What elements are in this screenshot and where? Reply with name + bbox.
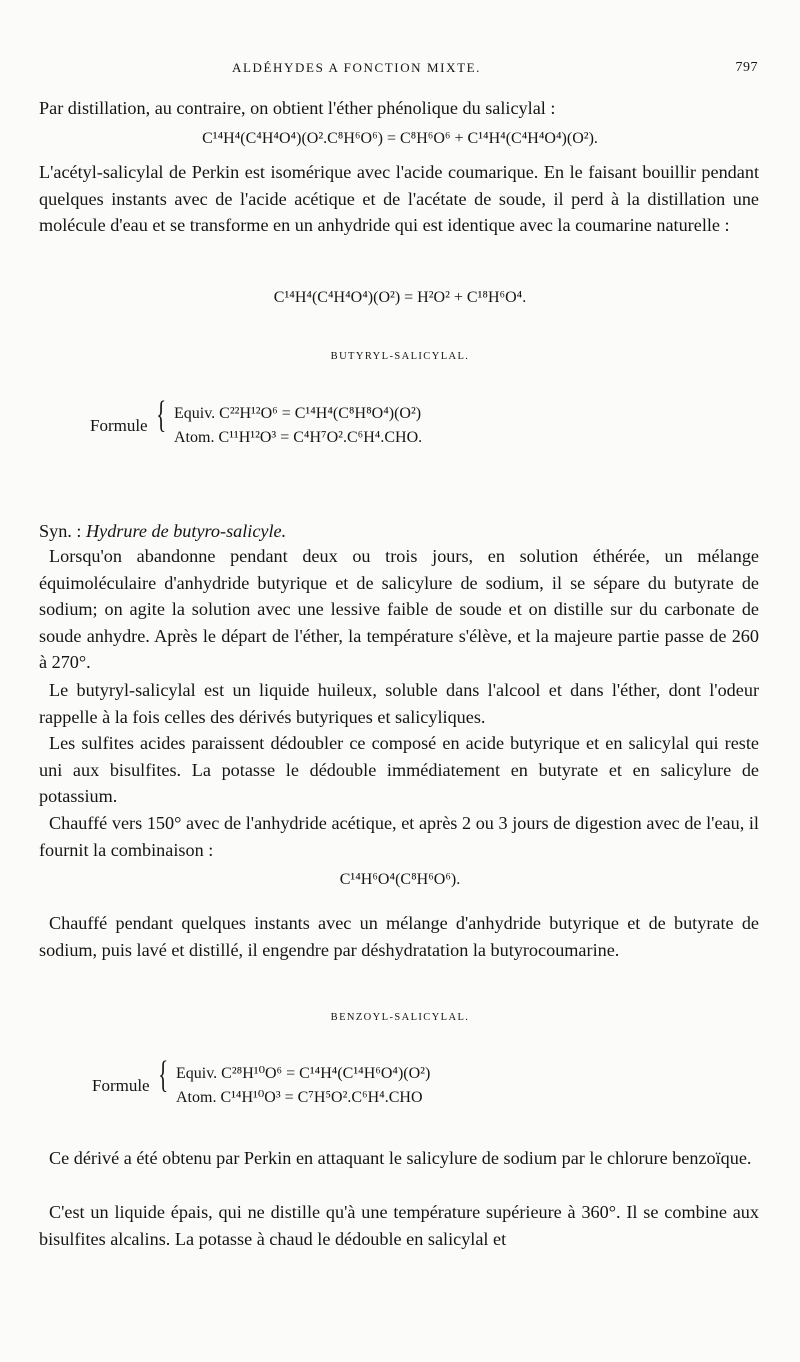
equation-phenolic-ether: C¹⁴H⁴(C⁴H⁴O⁴)(O².C⁸H⁶O⁶) = C⁸H⁶O⁶ + C¹⁴H⁴(C⁴H⁴O⁴)(O²).	[202, 130, 598, 147]
formula-label: Formule	[90, 416, 148, 435]
page-number: 797	[735, 60, 758, 75]
section-title-benzoyl-salicylal: BENZOYL-SALICYLAL.	[330, 1012, 470, 1023]
paragraph-thick-liquid: C'est un liquide épais, qui ne distille qu'à une température supérieure à 360°. Il se combine aux bisulfites alcalins. La potasse à chaud le dédouble en salicylal et	[39, 1202, 759, 1249]
paragraph-acetyl-salicylal: L'acétyl-salicylal de Perkin est isomérique avec l'acide coumarique. En le faisant bouillir pendant quelques instants avec de l'acide acétique et de l'acétate de soude, il perd à la distillation une molécule d'eau et se transforme en un anhydride qui est identique avec la coumarine naturelle :	[39, 162, 759, 236]
synonym-label: Syn. :	[39, 521, 86, 541]
paragraph-butyrocoumarine: Chauffé pendant quelques instants avec un mélange d'anhydride butyrique et de butyrate de sodium, puis lavé et distillé, il engendre par déshydratation la butyrocoumarine.	[39, 913, 759, 960]
formula-atom: Atom. C¹⁴H¹⁰O³ = C⁷H⁵O².C⁶H⁴.CHO	[176, 1089, 423, 1106]
paragraph-preparation: Lorsqu'on abandonne pendant deux ou trois jours, en solution éthérée, un mélange équimoléculaire d'anhydride butyrique et de salicylure de sodium, il se sépare du butyrate de sodium; on agite la solution avec une lessive faible de soude et on distille sur du carbonate de soude anhydre. Après le départ de l'éther, la température s'élève, et la majeure partie passe de 260 à 270°.	[39, 546, 759, 673]
formula-equiv: Equiv. C²²H¹²O⁶ = C¹⁴H⁴(C⁸H⁸O⁴)(O²)	[174, 405, 422, 422]
section-title-butyryl-salicylal: BUTYRYL-SALICYLAL.	[330, 351, 470, 362]
paragraph-distillation: Par distillation, au contraire, on obtient l'éther phénolique du salicylal :	[39, 98, 556, 118]
synonym-line	[39, 518, 759, 545]
paragraph-properties: Le butyryl-salicylal est un liquide huileux, soluble dans l'alcool et dans l'éther, dont l'odeur rappelle à la fois celles des dérivés butyriques et salicyliques.	[39, 680, 759, 727]
brace-icon: {	[156, 394, 167, 436]
paragraph-acetic-anhydride: Chauffé vers 150° avec de l'anhydride acétique, et après 2 ou 3 jours de digestion avec de l'eau, il fournit la combinaison :	[39, 813, 759, 860]
synonym-text: Hydrure de butyro-salicyle.	[86, 521, 287, 541]
brace-icon: {	[158, 1054, 169, 1096]
paragraph-perkin: Ce dérivé a été obtenu par Perkin en attaquant le salicylure de sodium par le chlorure benzoïque.	[49, 1148, 752, 1168]
running-title: ALDÉHYDES A FONCTION MIXTE.	[232, 60, 482, 75]
formula-block-benzoyl	[92, 1054, 612, 1112]
equation-coumarin: C¹⁴H⁴(C⁴H⁴O⁴)(O²) = H²O² + C¹⁸H⁶O⁴.	[273, 289, 527, 306]
formula-equiv: Equiv. C²⁸H¹⁰O⁶ = C¹⁴H⁴(C¹⁴H⁶O⁴)(O²)	[176, 1065, 431, 1082]
formula-label: Formule	[92, 1076, 150, 1095]
formula-block-butyryl	[90, 394, 610, 452]
formula-atom: Atom. C¹¹H¹²O³ = C⁴H⁷O².C⁶H⁴.CHO.	[174, 429, 423, 446]
paragraph-sulfites: Les sulfites acides paraissent dédoubler ce composé en acide butyrique et en salicylal qui reste uni aux bisulfites. La potasse le dédouble immédiatement en butyrate et en salicylure de potassium.	[39, 733, 759, 807]
equation-combination: C¹⁴H⁶O⁴(C⁸H⁶O⁶).	[339, 871, 461, 888]
